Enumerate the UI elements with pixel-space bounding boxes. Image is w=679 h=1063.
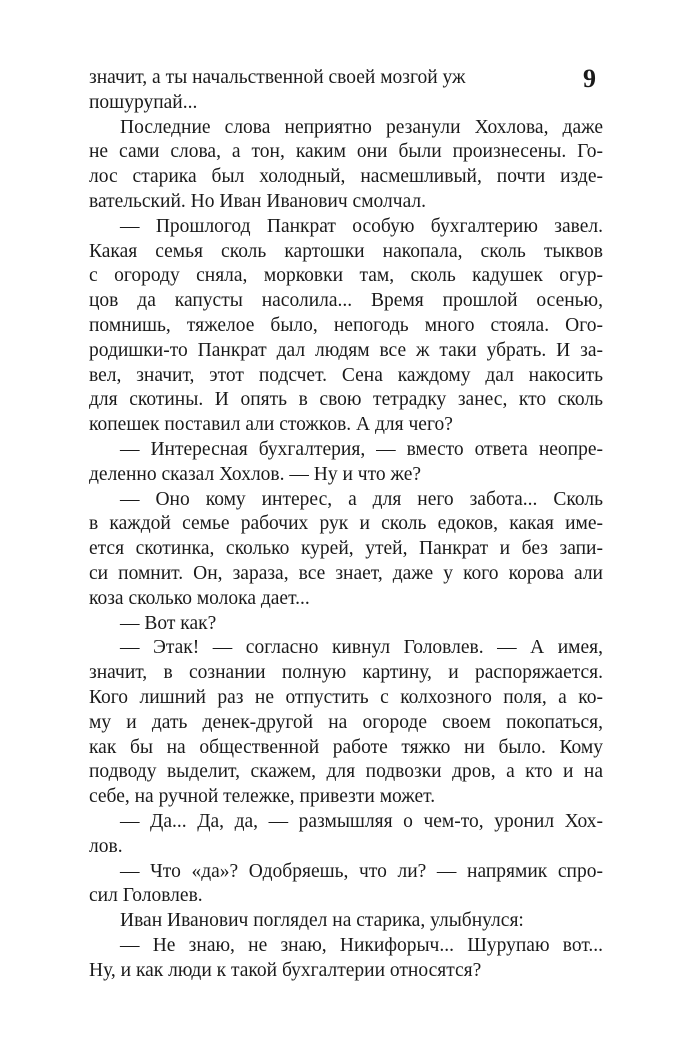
- text-line: — Что «да»? Одобряешь, что ли? — напрямик спро-: [120, 860, 603, 882]
- text-line: Последние слова неприятно резанули Хохлова, даже: [120, 116, 603, 138]
- text-line: не сами слова, а тон, каким они были произнесены. Го-: [89, 141, 603, 163]
- page-text: [89, 66, 603, 983]
- text-line: коза сколько молока дает...: [89, 587, 310, 609]
- text-line: Ну, и как люди к такой бухгалтерии относятся?: [89, 959, 482, 981]
- text-line: сил Головлев.: [89, 885, 203, 907]
- text-line: — Оно кому интерес, а для него забота... Сколь: [120, 488, 603, 510]
- text-line: ется скотинка, сколько курей, утей, Панкрат и без запи-: [89, 538, 603, 560]
- text-line: — Да... Да, да, — размышляя о чем-то, уронил Хох-: [120, 810, 603, 832]
- text-line: для скотины. И опять в свою тетрадку занес, кто сколь: [89, 389, 603, 411]
- text-line: — Не знаю, не знаю, Никифорыч... Шурупаю вот...: [120, 934, 603, 956]
- text-line: родишки-то Панкрат дал людям все ж таки убрать. И за-: [89, 339, 603, 361]
- text-line: — Интересная бухгалтерия, — вместо ответа неопре-: [120, 438, 603, 460]
- text-line: лос старика был холодный, насмешливый, почти изде-: [89, 166, 603, 188]
- text-line: значит, а ты начальственной своей мозгой уж: [89, 67, 466, 88]
- text-line: му и дать денек-другой на огороде своем покопаться,: [89, 711, 603, 733]
- text-line: Иван Иванович поглядел на старика, улыбнулся:: [120, 910, 524, 932]
- text-line: цов да капусты насолила... Время прошлой осенью,: [89, 290, 603, 312]
- text-line: пошурупай...: [89, 91, 198, 113]
- text-line: копешек поставил али стожков. А для чего?: [89, 414, 453, 436]
- text-line: помнишь, тяжелое было, непогодь много стояла. Ого-: [89, 314, 603, 336]
- text-line: вательский. Но Иван Иванович смолчал.: [89, 190, 427, 212]
- text-line: лов.: [89, 835, 123, 857]
- text-line: подводу выделит, скажем, для подвозки дров, а кто и на: [89, 761, 603, 783]
- page-number: 9: [583, 64, 596, 93]
- text-line: деленно сказал Хохлов. — Ну и что же?: [89, 463, 422, 485]
- text-line: Кого лишний раз не отпустить с колхозного поля, а ко-: [89, 686, 603, 708]
- text-line: си помнит. Он, зараза, все знает, даже у кого корова али: [89, 562, 603, 584]
- text-line: вел, значит, этот подсчет. Сена каждому дал накосить: [89, 364, 603, 386]
- text-line: — Прошлогод Панкрат особую бухгалтерию завел.: [120, 215, 603, 237]
- text-line: значит, в сознании полную картину, и распоряжается.: [89, 662, 603, 684]
- text-line: — Этак! — согласно кивнул Головлев. — А имея,: [120, 637, 603, 659]
- text-line: Какая семья сколь картошки накопала, сколь тыквов: [89, 240, 603, 262]
- text-line: как бы на общественной работе тяжко ни было. Кому: [89, 736, 603, 758]
- text-line: — Вот как?: [120, 612, 217, 634]
- text-line: с огороду сняла, морковки там, сколь кадушек огур-: [89, 265, 603, 287]
- text-line: в каждой семье рабочих рук и сколь едоков, какая име-: [89, 513, 603, 535]
- text-line: себе, на ручной тележке, привезти может.: [89, 786, 436, 808]
